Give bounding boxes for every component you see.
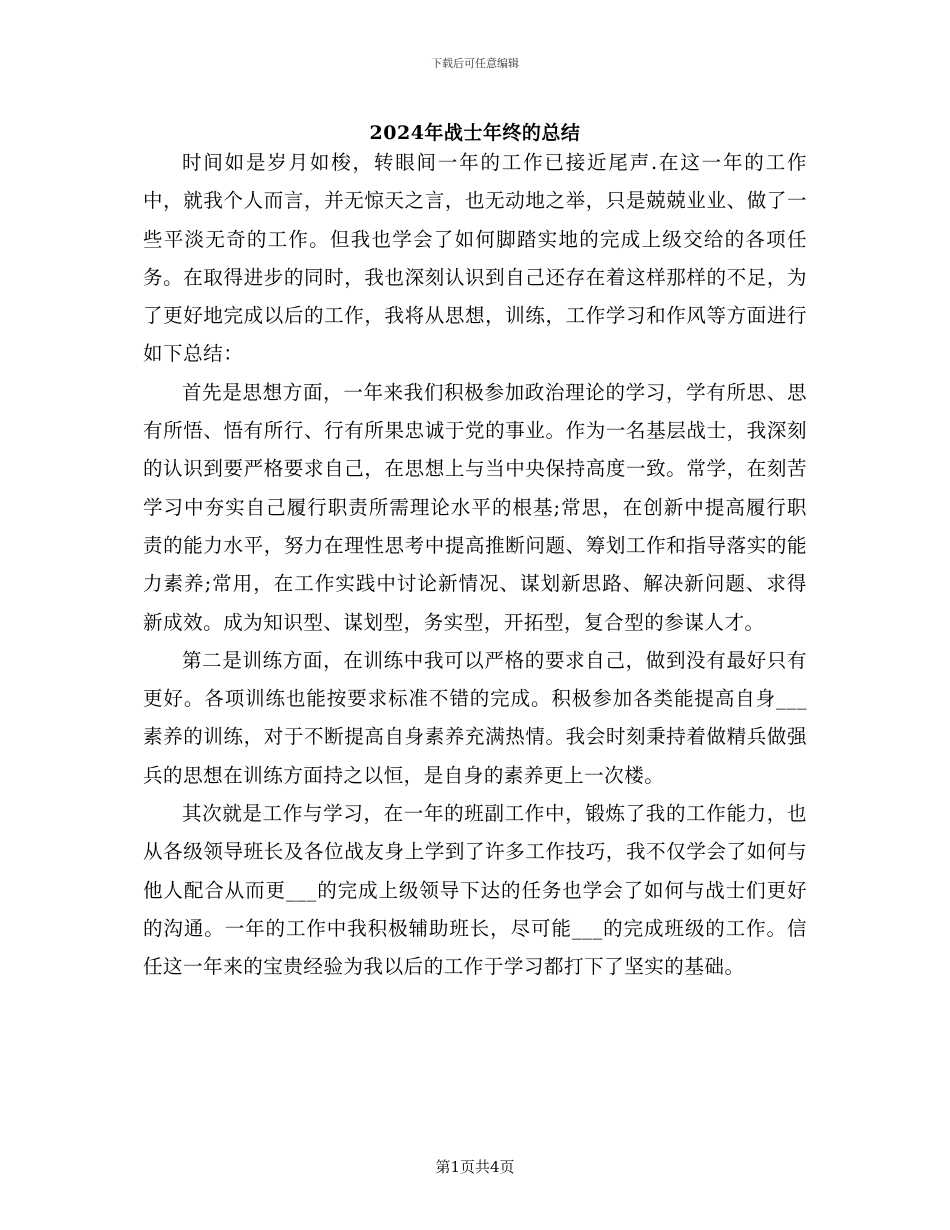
page-header-note: 下载后可任意编辑: [431, 57, 519, 70]
page-number: 第1页共4页: [435, 1158, 515, 1176]
document-body: [143, 144, 807, 987]
document-title: 2024年战士年终的总结: [369, 122, 581, 144]
paragraph-intro: 时间如是岁月如梭，转眼间一年的工作已接近尾声.在这一年的工作中，就我个人而言，并无惊天之言，也无动地之举，只是兢兢业业、做了一些平淡无奇的工作。但我也学会了如何脚踏实地的完成上级交给的各项任务。在取得进步的同时，我也深刻认识到自己还存在着这样那样的不足，为了更好地完成以后的工作，我将从思想，训练，工作学习和作风等方面进行如下总结：: [143, 151, 807, 366]
paragraph-thought: 首先是思想方面，一年来我们积极参加政治理论的学习，学有所思、思有所悟、悟有所行、行有所果忠诚于党的事业。作为一名基层战士，我深刻的认识到要严格要求自己，在思想上与当中央保持高度一致。常学，在刻苦学习中夯实自己履行职责所需理论水平的根基;常思，在创新中提高履行职责的能力水平，努力在理性思考中提高推断问题、筹划工作和指导落实的能力素养;常用，在工作实践中讨论新情况、谋划新思路、解决新问题、求得新成效。成为知识型、谋划型，务实型，开拓型，复合型的参谋人才。: [143, 380, 807, 634]
paragraph-training: 第二是训练方面，在训练中我可以严格的要求自己，做到没有最好只有更好。各项训练也能按要求标准不错的完成。积极参加各类能提高自身___素养的训练，对于不断提高自身素养充满热情。我会时刻秉持着做精兵做强兵的思想在训练方面持之以恒，是自身的素养更上一次楼。: [143, 648, 807, 787]
paragraph-work-study: 其次就是工作与学习，在一年的班副工作中，锻炼了我的工作能力，也从各级领导班长及各位战友身上学到了许多工作技巧，我不仅学会了如何与他人配合从而更___的完成上级领导下达的任务也学会了如何与战士们更好的沟通。一年的工作中我积极辅助班长，尽可能___的完成班级的工作。信任这一年来的宝贵经验为我以后的工作于学习都打下了坚实的基础。: [143, 802, 807, 979]
